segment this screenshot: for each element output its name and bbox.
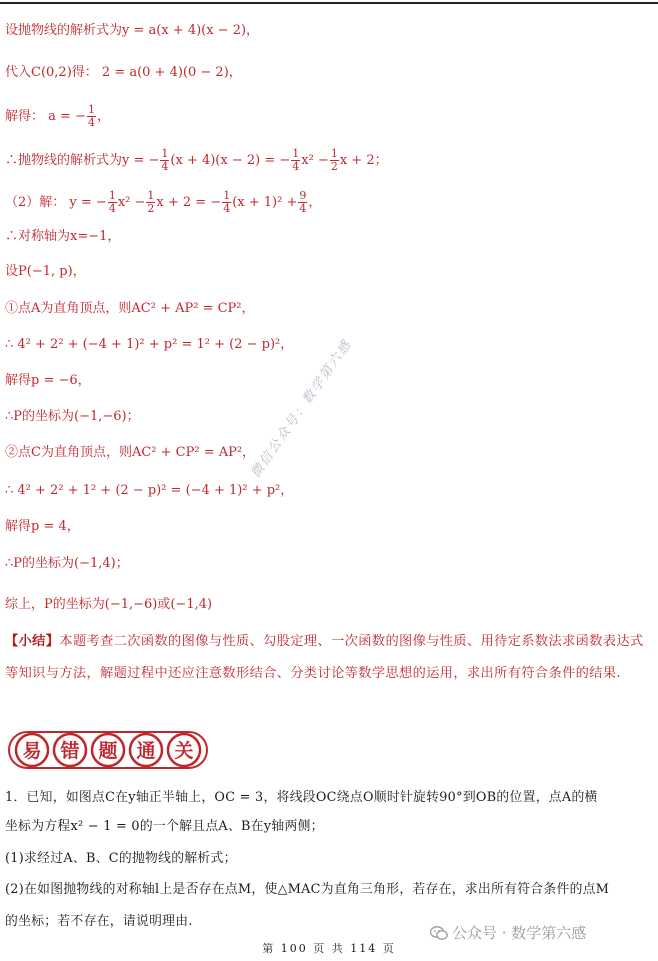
denominator: 4 <box>292 160 300 173</box>
line-5-suffix: ， <box>308 195 322 210</box>
fraction <box>291 148 300 173</box>
numerator: 1 <box>330 147 338 160</box>
line-6: ∴对称轴为x=−1， <box>5 229 121 244</box>
question-line-1: 1．已知，如图点C在y轴正半轴上，OC = 3，将线段OC绕点O顺时针旋转90°到OB的位置，点A的横 <box>5 790 598 805</box>
line-14: 解得p = 4， <box>5 519 80 534</box>
denominator: 4 <box>161 160 169 173</box>
line-5-mid: x² − <box>117 195 146 210</box>
summary-text: 本题考查二次函数的图像与性质、勾股定理、一次函数的图像与性质、用待定系数法求函数表达式等知识与方法，解题过程中还应注意数形结合、分类讨论等数学思想的运用，求出所有符合条件的结果. <box>5 634 644 681</box>
summary <box>5 626 655 690</box>
fraction <box>108 190 117 215</box>
numerator: 1 <box>292 147 300 160</box>
line-4-mid: x² − <box>301 153 329 168</box>
top-rule <box>0 2 658 4</box>
denominator: 4 <box>108 202 116 215</box>
denominator: 4 <box>87 116 95 129</box>
line-4-suffix: x + 2； <box>339 153 388 168</box>
denominator: 4 <box>299 202 307 215</box>
question-line-2: 坐标为方程x² − 1 = 0的一个解且点A、B在y轴两侧； <box>5 819 324 834</box>
line-12: ②点C为直角顶点，则AC² + CP² = AP²， <box>5 445 256 460</box>
line-8: ①点A为直角顶点，则AC² + AP² = CP²， <box>5 301 255 316</box>
banner-char: 通 <box>136 740 156 762</box>
fraction <box>222 190 231 215</box>
banner-char: 关 <box>174 740 194 762</box>
line-16: 综上，P的坐标为(−1,−6)或(−1,4) <box>5 597 213 612</box>
line-2: 代入C(0,2)得： 2 = a(0 + 4)(0 − 2)， <box>5 65 242 80</box>
line-11: ∴P的坐标为(−1,−6)； <box>5 409 140 424</box>
numerator: 9 <box>299 189 307 202</box>
section-banner <box>8 726 208 774</box>
line-4 <box>5 148 388 173</box>
line-4-mid: (x + 4)(x − 2) = − <box>170 153 291 168</box>
watermark: 微信公众号：数学第六感 <box>248 337 356 481</box>
line-5-text: （2）解： y = − <box>5 195 107 210</box>
numerator: 1 <box>87 103 95 116</box>
line-3-suffix: ， <box>96 109 110 124</box>
banner-graphic <box>8 726 208 774</box>
numerator: 1 <box>147 189 155 202</box>
wechat-icon <box>430 926 448 940</box>
line-3 <box>5 104 110 129</box>
fraction <box>160 148 169 173</box>
line-3-text: 解得： a = − <box>5 109 86 124</box>
line-5 <box>5 190 321 215</box>
question-line-3: (1)求经过A、B、C的抛物线的解析式； <box>5 851 237 866</box>
summary-tag: 【小结】 <box>5 634 60 649</box>
banner-char: 易 <box>22 740 42 762</box>
line-15: ∴P的坐标为(−1,4)； <box>5 556 129 571</box>
question-line-5: 的坐标；若不存在，请说明理由. <box>5 914 193 929</box>
denominator: 4 <box>223 202 231 215</box>
line-4-text: ∴抛物线的解析式为y = − <box>5 153 160 168</box>
fraction <box>87 104 96 129</box>
page-footer: 第 100 页 共 114 页 <box>262 942 396 955</box>
line-1: 设抛物线的解析式为y = a(x + 4)(x − 2)， <box>5 23 260 38</box>
line-10: 解得p = −6， <box>5 373 91 388</box>
numerator: 1 <box>108 189 116 202</box>
fraction <box>298 190 307 215</box>
fraction <box>146 190 155 215</box>
numerator: 1 <box>161 147 169 160</box>
banner-char: 题 <box>98 740 118 762</box>
denominator: 2 <box>147 202 155 215</box>
wechat-label: 公众号 · 数学第六感 <box>452 924 587 942</box>
question-line-4: (2)在如图抛物线的对称轴l上是否存在点M，使△MAC为直角三角形，若存在，求出所有符合条件的点M <box>5 882 610 897</box>
numerator: 1 <box>223 189 231 202</box>
line-5-mid: (x + 1)² + <box>232 195 298 210</box>
line-5-mid: x + 2 = − <box>156 195 222 210</box>
line-9: ∴ 4² + 2² + (−4 + 1)² + p² = 1² + (2 − p)²， <box>5 337 294 352</box>
denominator: 2 <box>330 160 338 173</box>
fraction <box>330 148 339 173</box>
line-13: ∴ 4² + 2² + 1² + (2 − p)² = (−4 + 1)² + p²， <box>5 483 294 498</box>
line-7: 设P(−1, p)， <box>5 264 86 279</box>
banner-char: 错 <box>60 740 80 762</box>
